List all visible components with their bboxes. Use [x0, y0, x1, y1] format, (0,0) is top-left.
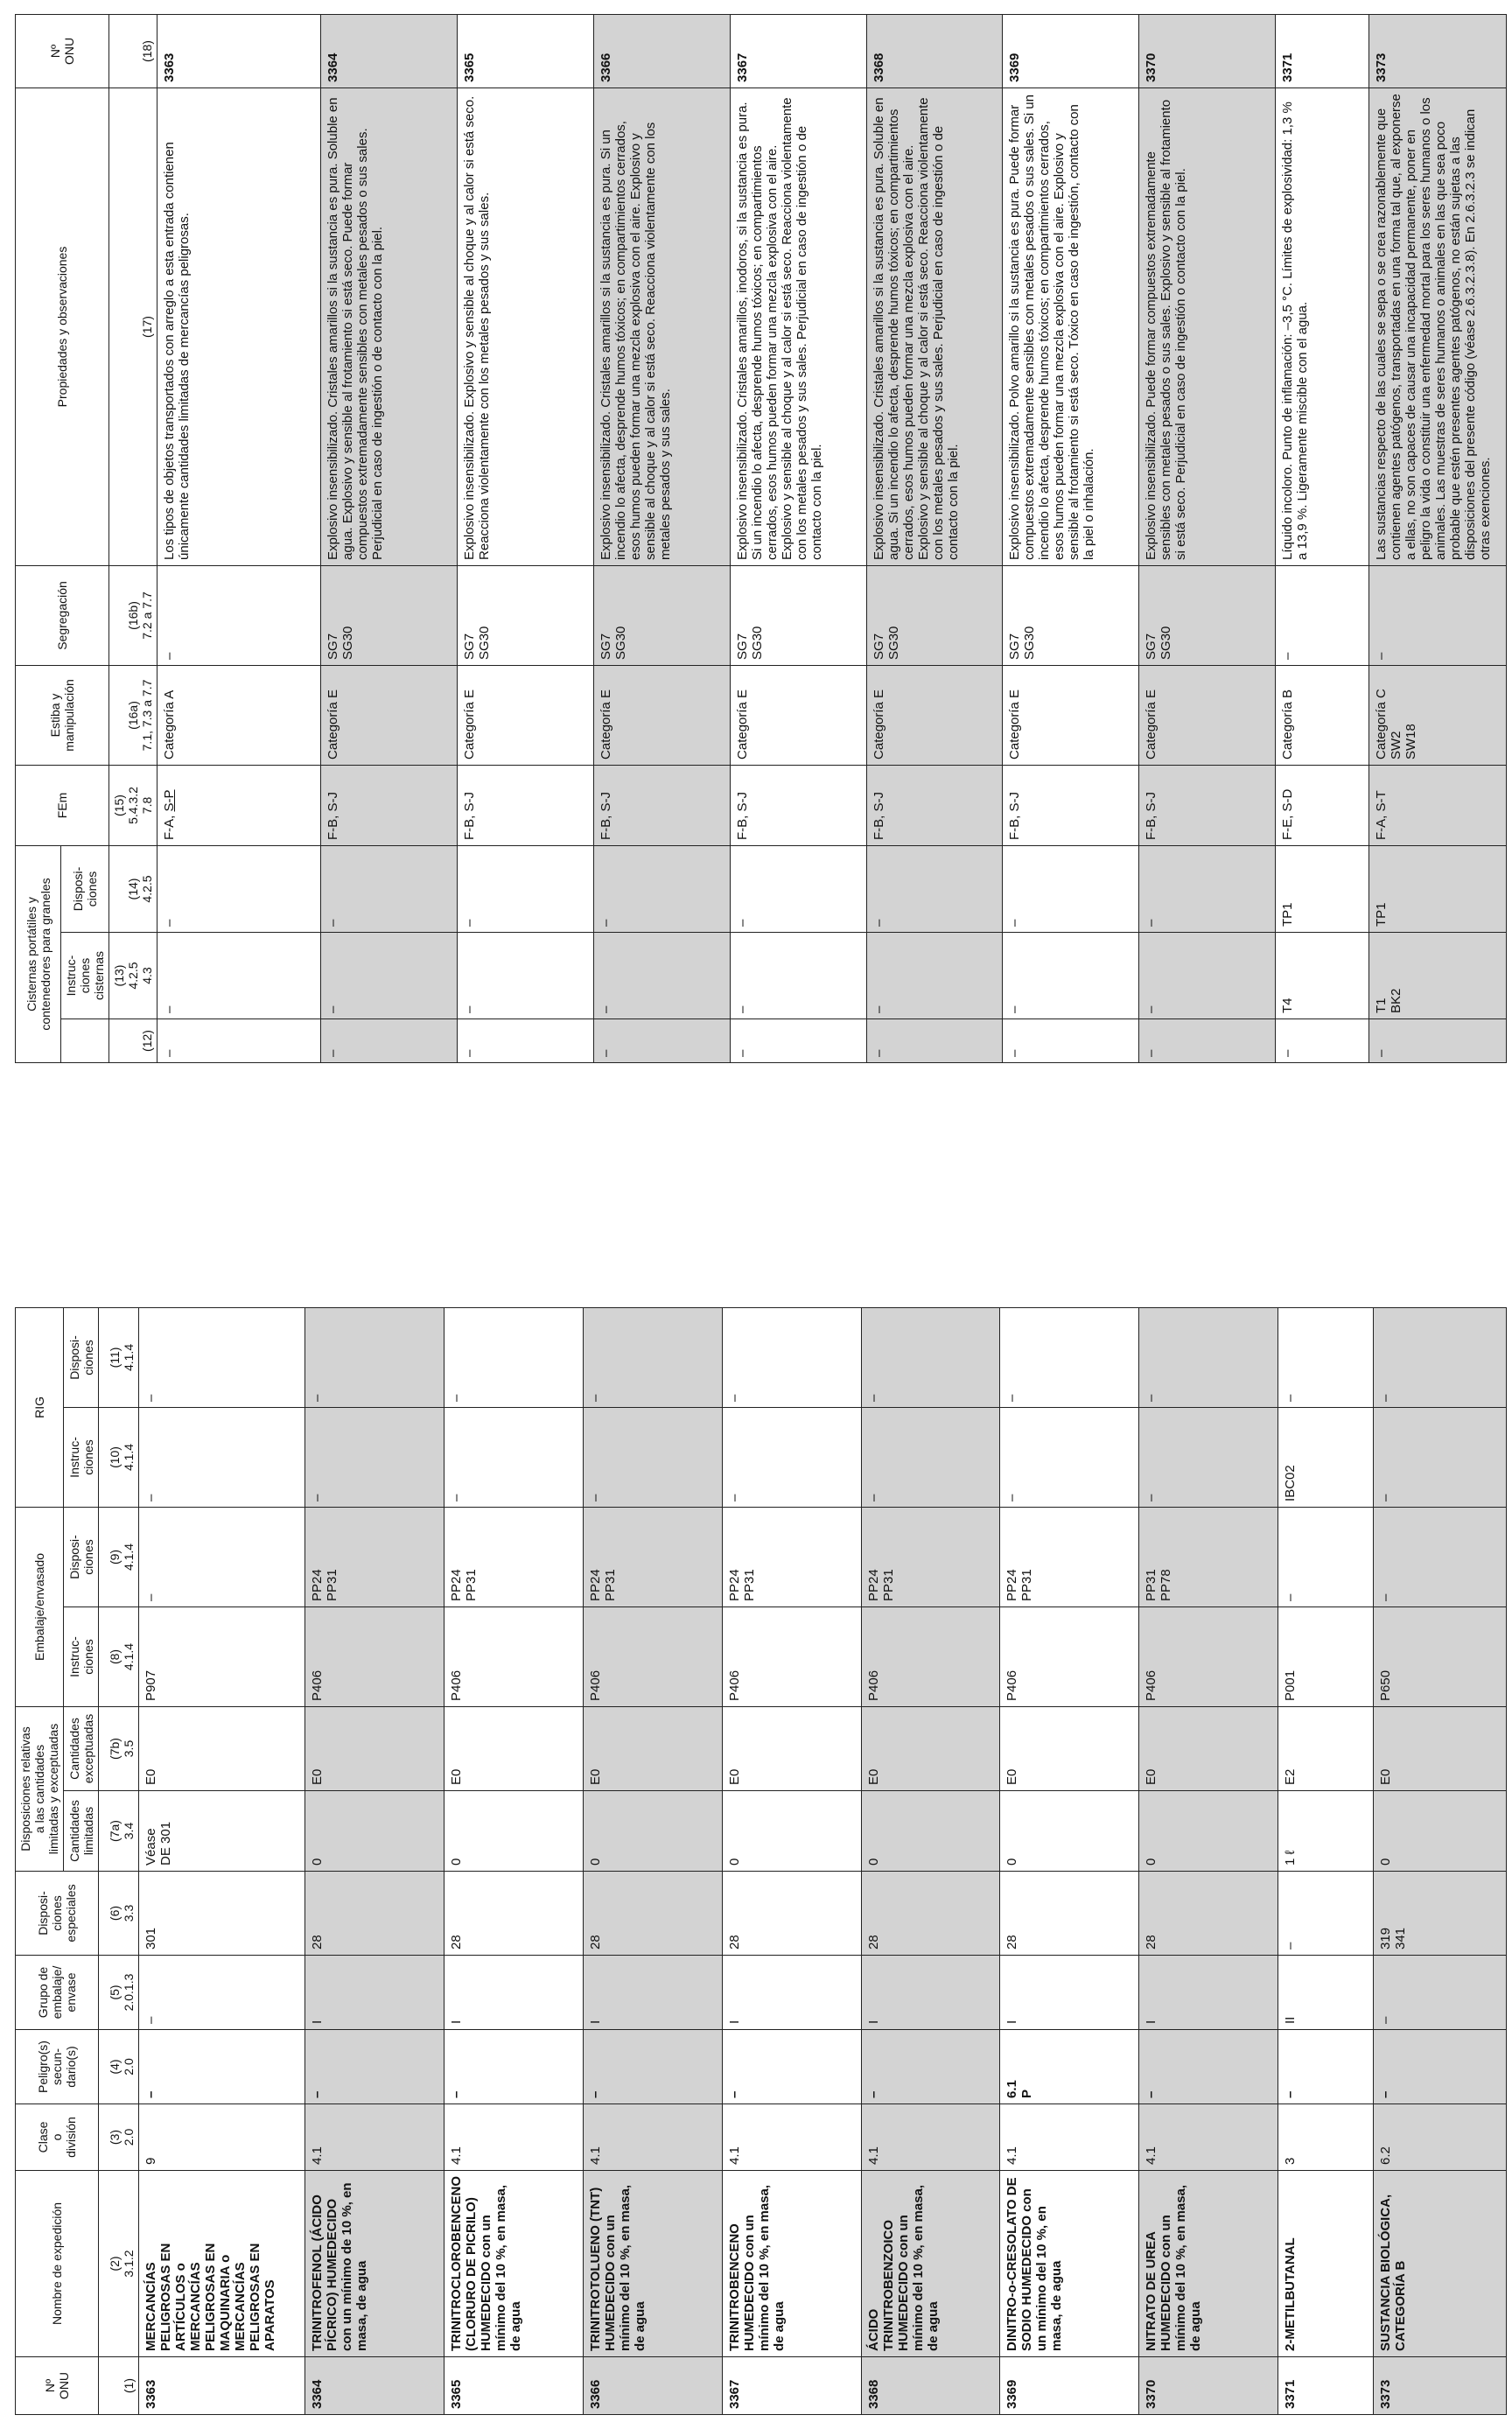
- excepted-quantity-cell: E0: [1373, 1706, 1506, 1790]
- ems-code: F-B, S-J: [461, 791, 477, 840]
- colnum-18: (18): [109, 14, 158, 88]
- packing-provisions-cell: –: [1373, 1507, 1506, 1606]
- header-ems: FEm: [16, 765, 109, 845]
- colnum-6: (6) 3.3: [99, 1872, 139, 1956]
- tank-provisions-cell: –: [730, 845, 866, 932]
- packing-provisions-cell: PP31 PP78: [1139, 1507, 1278, 1606]
- shipping-name-cell: MERCANCÍAS PELIGROSAS EN ARTÍCULOS o MERCANCÍAS PELIGROSAS EN MAQUINARIA o MERCANCÍAS PELIGROSAS EN APARATOS: [139, 2171, 305, 2357]
- table-row: [730, 14, 866, 1062]
- header-subsidiary-hazard: Peligro(s) secun- dario(s): [16, 2030, 99, 2104]
- packing-instruction-cell: P001: [1278, 1606, 1373, 1706]
- colnum-11: (11) 4.1.4: [99, 1307, 139, 1407]
- subsidiary-hazard-cell: –: [1373, 2030, 1506, 2104]
- limited-quantity-cell: 0: [305, 1791, 444, 1872]
- stowage-cell: Categoría E: [1003, 665, 1139, 765]
- packing-provisions-cell: PP24 PP31: [444, 1507, 584, 1606]
- special-provisions-cell: 301: [139, 1872, 305, 1956]
- ems-cell: [593, 765, 730, 845]
- header-limited-excepted: Disposiciones relativas a las cantidades limitadas y exceptuadas: [16, 1706, 64, 1871]
- portable-tank-cell: –: [457, 1019, 593, 1063]
- colnum-10: (10) 4.1.4: [99, 1407, 139, 1507]
- segregation-cell: SG7 SG30: [593, 565, 730, 665]
- ibc-instruction-cell: –: [139, 1407, 305, 1507]
- colnum-4: (4) 2.0: [99, 2030, 139, 2104]
- ibc-instruction-cell: IBC02: [1278, 1407, 1373, 1507]
- ibc-instruction-cell: –: [1373, 1407, 1506, 1507]
- packing-instruction-cell: P650: [1373, 1606, 1506, 1706]
- ibc-instruction-cell: –: [1000, 1407, 1139, 1507]
- ems-code: F-B, S-J: [734, 791, 750, 840]
- subsidiary-hazard-cell: –: [139, 2030, 305, 2104]
- segregation-cell: –: [1369, 565, 1507, 665]
- packing-instruction-cell: P406: [305, 1606, 444, 1706]
- tank-provisions-cell: –: [320, 845, 457, 932]
- table-row: [1276, 14, 1369, 1062]
- shipping-name-cell: TRINITROFENOL (ÁCIDO PÍCRICO) HUMEDECIDO con un mínimo de 10 %, en masa, de agua: [305, 2171, 444, 2357]
- colnum-5: (5) 2.0.1.3: [99, 1956, 139, 2030]
- packing-group-cell: I: [861, 1956, 1000, 2030]
- header-pack-provisions: Disposi- ciones: [64, 1507, 99, 1606]
- header-blank-12: [61, 1019, 109, 1063]
- segregation-cell: SG7 SG30: [866, 565, 1003, 665]
- subsidiary-hazard-cell: –: [444, 2030, 584, 2104]
- class-cell: 4.1: [444, 2104, 584, 2171]
- ibc-provisions-cell: –: [1373, 1307, 1506, 1407]
- table-row: [583, 1307, 722, 2414]
- subsidiary-hazard-cell: –: [1139, 2030, 1278, 2104]
- packing-instruction-cell: P406: [1000, 1606, 1139, 1706]
- class-cell: 3: [1278, 2104, 1373, 2171]
- header-portable-tanks: Cisternas portátiles y contenedores para graneles: [16, 845, 61, 1062]
- special-provisions-cell: 28: [722, 1872, 861, 1956]
- table-row: [866, 14, 1003, 1062]
- table-row: [1369, 14, 1507, 1062]
- tank-provisions-cell: –: [457, 845, 593, 932]
- tank-provisions-cell: –: [1139, 845, 1276, 932]
- shipping-name-cell: NITRATO DE UREA HUMEDECIDO con un mínimo del 10 %, en masa, de agua: [1139, 2171, 1278, 2357]
- tank-provisions-cell: TP1: [1369, 845, 1507, 932]
- special-provisions-cell: –: [1278, 1872, 1373, 1956]
- tank-provisions-cell: –: [866, 845, 1003, 932]
- header-limited: Cantidades limitadas: [64, 1791, 99, 1872]
- class-cell: 4.1: [1139, 2104, 1278, 2171]
- un-number-cell: 3369: [1003, 14, 1139, 88]
- header-un-number: Nº ONU: [16, 2357, 99, 2415]
- shipping-name-cell: ÁCIDO TRINITROBENZOICO HUMEDECIDO con un mínimo del 10 %, en masa, de agua: [861, 2171, 1000, 2357]
- header-class: Clase o división: [16, 2104, 99, 2171]
- ibc-provisions-cell: –: [1139, 1307, 1278, 1407]
- shipping-name-cell: TRINITROTOLUENO (TNT) HUMEDECIDO con un mínimo del 10 %, en masa, de agua: [583, 2171, 722, 2357]
- class-cell: 4.1: [1000, 2104, 1139, 2171]
- special-provisions-cell: 319 341: [1373, 1872, 1506, 1956]
- excepted-quantity-cell: E0: [1139, 1706, 1278, 1790]
- packing-provisions-cell: PP24 PP31: [722, 1507, 861, 1606]
- header-tank-provisions: Disposi- ciones: [61, 845, 109, 932]
- packing-instruction-cell: P406: [1139, 1606, 1278, 1706]
- header-ibc-provisions: Disposi- ciones: [64, 1307, 99, 1407]
- stowage-cell: Categoría C SW2 SW18: [1369, 665, 1507, 765]
- colnum-12: (12): [109, 1019, 158, 1063]
- ibc-provisions-cell: –: [444, 1307, 584, 1407]
- colnum-14: (14) 4.2.5: [109, 845, 158, 932]
- ems-code: F-B, S-J: [1144, 791, 1159, 840]
- packing-provisions-cell: PP24 PP31: [583, 1507, 722, 1606]
- ems-cell: [1003, 765, 1139, 845]
- shipping-name-cell: DINITRO-o-CRESOLATO DE SODIO HUMEDECIDO con un mínimo del 10 %, en masa, de agua: [1000, 2171, 1139, 2357]
- packing-group-cell: I: [305, 1956, 444, 2030]
- packing-group-cell: II: [1278, 1956, 1373, 2030]
- header-special-provisions: Disposi- ciones especiales: [16, 1872, 99, 1956]
- colnum-16b: (16b) 7.2 a 7.7: [109, 565, 158, 665]
- un-number-cell: 3366: [583, 2357, 722, 2415]
- ibc-instruction-cell: –: [444, 1407, 584, 1507]
- header-pack-instructions: Instruc- ciones: [64, 1606, 99, 1706]
- packing-group-cell: I: [1000, 1956, 1139, 2030]
- table-row: [305, 1307, 444, 2414]
- subsidiary-hazard-cell: –: [722, 2030, 861, 2104]
- table-row: [139, 1307, 305, 2414]
- subsidiary-hazard-cell: –: [861, 2030, 1000, 2104]
- ibc-provisions-cell: –: [1000, 1307, 1139, 1407]
- portable-tank-cell: –: [320, 1019, 457, 1063]
- un-number-cell: 3363: [158, 14, 321, 88]
- properties-cell: Explosivo insensibilizado. Puede formar compuestos extremadamente sensibles con metales pesados o sus sales. Explosivo y sensible al frotamiento si está seco. Perjudicial en caso de ingestión o contacto con la piel.: [1139, 88, 1276, 565]
- ibc-provisions-cell: –: [139, 1307, 305, 1407]
- excepted-quantity-cell: E0: [583, 1706, 722, 1790]
- portable-tank-cell: –: [1003, 1019, 1139, 1063]
- ems-code: F-B, S-J: [871, 791, 886, 840]
- subsidiary-hazard-cell: –: [1278, 2030, 1373, 2104]
- tank-instruction-cell: –: [593, 933, 730, 1019]
- header-packaging: Embalaje/envasado: [16, 1507, 64, 1706]
- header-tank-instructions: Instruc- ciones cisternas: [61, 933, 109, 1019]
- portable-tank-cell: –: [1369, 1019, 1507, 1063]
- tank-instruction-cell: –: [1003, 933, 1139, 1019]
- stowage-cell: Categoría E: [457, 665, 593, 765]
- ibc-instruction-cell: –: [305, 1407, 444, 1507]
- un-number-cell: 3371: [1278, 2357, 1373, 2415]
- colnum-2: (2) 3.1.2: [99, 2171, 139, 2357]
- limited-quantity-cell: 0: [444, 1791, 584, 1872]
- segregation-cell: SG7 SG30: [1003, 565, 1139, 665]
- portable-tank-cell: –: [1139, 1019, 1276, 1063]
- packing-provisions-cell: –: [1278, 1507, 1373, 1606]
- packing-provisions-cell: –: [139, 1507, 305, 1606]
- packing-instruction-cell: P406: [722, 1606, 861, 1706]
- segregation-cell: SG7 SG30: [320, 565, 457, 665]
- special-provisions-cell: 28: [1139, 1872, 1278, 1956]
- class-cell: 6.2: [1373, 2104, 1506, 2171]
- ems-code: F-B, S-J: [325, 791, 340, 840]
- tank-provisions-cell: TP1: [1276, 845, 1369, 932]
- ibc-instruction-cell: –: [583, 1407, 722, 1507]
- colnum-7b: (7b) 3.5: [99, 1706, 139, 1790]
- properties-cell: Los tipos de objetos transportados con arreglo a esta entrada contienen únicamente cantidades limitadas de mercancías peligrosas.: [158, 88, 321, 565]
- ems-cell: [730, 765, 866, 845]
- limited-quantity-cell: 1 ℓ: [1278, 1791, 1373, 1872]
- colnum-13: (13) 4.2.5 4.3: [109, 933, 158, 1019]
- properties-cell: Explosivo insensibilizado. Cristales amarillos, inodoros, si la sustancia es pura. Si un incendio lo afecta, desprende humos tóxicos; en compartimientos cerrados, esos humos pueden formar una mezcla explosiva con el aire. Explosivo y sensible al choque y al calor si está seco. Reacciona violentamente con los metales pesados y sus sales. Perjudicial en caso de ingestión o de contacto con la piel.: [730, 88, 866, 565]
- segregation-cell: SG7 SG30: [1139, 565, 1276, 665]
- un-number-cell: 3367: [722, 2357, 861, 2415]
- ems-cell: [320, 765, 457, 845]
- properties-cell: Explosivo insensibilizado. Cristales amarillos si la sustancia es pura. Soluble en agua. Si un incendio lo afecta, desprende humos tóxicos; en compartimientos cerrados, esos humos pueden formar una mezcla explosiva con el aire. Explosivo y sensible al choque y al calor si está seco. Reacciona violentamente con los metales pesados y sus sales. Perjudicial en caso de ingestión o de contacto con la piel.: [866, 88, 1003, 565]
- un-number-cell: 3363: [139, 2357, 305, 2415]
- ems-code: F-B, S-J: [1007, 791, 1023, 840]
- table-row: [593, 14, 730, 1062]
- un-number-cell: 3365: [457, 14, 593, 88]
- ems-code-underlined: S-P: [162, 789, 177, 812]
- packing-group-cell: –: [139, 1956, 305, 2030]
- packing-provisions-cell: PP24 PP31: [1000, 1507, 1139, 1606]
- properties-cell: Explosivo insensibilizado. Explosivo y sensible al choque y al calor si está seco. Reacciona violentamente con los metales pesados y sus sales.: [457, 88, 593, 565]
- special-provisions-cell: 28: [305, 1872, 444, 1956]
- segregation-cell: SG7 SG30: [730, 565, 866, 665]
- segregation-cell: SG7 SG30: [457, 565, 593, 665]
- table-row: [1373, 1307, 1506, 2414]
- excepted-quantity-cell: E2: [1278, 1706, 1373, 1790]
- ibc-provisions-cell: –: [583, 1307, 722, 1407]
- un-number-cell: 3373: [1369, 14, 1507, 88]
- stowage-cell: Categoría E: [866, 665, 1003, 765]
- stowage-cell: Categoría E: [320, 665, 457, 765]
- tank-instruction-cell: –: [866, 933, 1003, 1019]
- table-row: [861, 1307, 1000, 2414]
- table-row: [1278, 1307, 1373, 2414]
- class-cell: 4.1: [861, 2104, 1000, 2171]
- table-row: [320, 14, 457, 1062]
- excepted-quantity-cell: E0: [444, 1706, 584, 1790]
- portable-tank-cell: –: [1276, 1019, 1369, 1063]
- ibc-instruction-cell: –: [1139, 1407, 1278, 1507]
- header-properties: Propiedades y observaciones: [16, 88, 109, 565]
- table-row: [1139, 1307, 1278, 2414]
- colnum-16a: (16a) 7.1, 7.3 a 7.7: [109, 665, 158, 765]
- un-number-cell: 3367: [730, 14, 866, 88]
- un-number-cell: 3366: [593, 14, 730, 88]
- shipping-name-cell: 2-METILBUTANAL: [1278, 2171, 1373, 2357]
- limited-quantity-cell: 0: [1000, 1791, 1139, 1872]
- packing-instruction-cell: P406: [583, 1606, 722, 1706]
- ems-code: F-E, S-D: [1280, 788, 1296, 840]
- shipping-name-cell: TRINITROBENCENO HUMEDECIDO con un mínimo del 10 %, en masa, de agua: [722, 2171, 861, 2357]
- segregation-cell: –: [1276, 565, 1369, 665]
- excepted-quantity-cell: E0: [722, 1706, 861, 1790]
- table-row: [1000, 1307, 1139, 2414]
- subsidiary-hazard-cell: 6.1 P: [1000, 2030, 1139, 2104]
- shipping-name-cell: TRINITROCLOROBENCENO (CLORURO DE PICRILO) HUMEDECIDO con un mínimo del 10 %, en masa, de agua: [444, 2171, 584, 2357]
- un-number-cell: 3373: [1373, 2357, 1506, 2415]
- properties-cell: Explosivo insensibilizado. Cristales amarillos si la sustancia es pura. Soluble en agua. Explosivo y sensible al frotamiento si está seco. Puede formar compuestos extremadamente sensibles con metales pesados o sus sales. Perjudicial en caso de ingestión o de contacto con la piel.: [320, 88, 457, 565]
- excepted-quantity-cell: E0: [1000, 1706, 1139, 1790]
- shipping-name-cell: SUSTANCIA BIOLÓGICA, CATEGORÍA B: [1373, 2171, 1506, 2357]
- stowage-cell: Categoría A: [158, 665, 321, 765]
- limited-quantity-cell: 0: [1139, 1791, 1278, 1872]
- portable-tank-cell: –: [158, 1019, 321, 1063]
- ibc-provisions-cell: –: [861, 1307, 1000, 1407]
- colnum-15: (15) 5.4.3.2 7.8: [109, 765, 158, 845]
- stowage-cell: Categoría E: [730, 665, 866, 765]
- un-number-cell: 3364: [320, 14, 457, 88]
- un-number-cell: 3370: [1139, 2357, 1278, 2415]
- tank-instruction-cell: –: [730, 933, 866, 1019]
- excepted-quantity-cell: E0: [861, 1706, 1000, 1790]
- colnum-8: (8) 4.1.4: [99, 1606, 139, 1706]
- stowage-cell: Categoría E: [1139, 665, 1276, 765]
- ibc-provisions-cell: –: [305, 1307, 444, 1407]
- ibc-instruction-cell: –: [861, 1407, 1000, 1507]
- table-row: [444, 1307, 584, 2414]
- tank-provisions-cell: –: [593, 845, 730, 932]
- header-segregation: Segregación: [16, 565, 109, 665]
- packing-group-cell: –: [1373, 1956, 1506, 2030]
- packing-instruction-cell: P406: [444, 1606, 584, 1706]
- ibc-provisions-cell: –: [1278, 1307, 1373, 1407]
- packing-instruction-cell: P406: [861, 1606, 1000, 1706]
- un-number-cell: 3368: [866, 14, 1003, 88]
- table-row: [1003, 14, 1139, 1062]
- stowage-cell: Categoría B: [1276, 665, 1369, 765]
- colnum-17: (17): [109, 88, 158, 565]
- table-part-1: [15, 1308, 1507, 2415]
- colnum-7a: (7a) 3.4: [99, 1791, 139, 1872]
- class-cell: 4.1: [722, 2104, 861, 2171]
- un-number-cell: 3364: [305, 2357, 444, 2415]
- table-row: [158, 14, 321, 1062]
- portable-tank-cell: –: [730, 1019, 866, 1063]
- properties-cell: Las sustancias respecto de las cuales se sepa o se crea razonablemente que contienen agentes patógenos, transportadas en una forma tal que, al exponerse a ellas, no son capaces de causar una incapacidad permanente, poner en peligro la vida o constituir una enfermedad mortal para los seres humanos o los animales. Las muestras de seres humanos o animales en las que sea poco probable que estén presentes agentes patógenos, no están sujetas a las disposiciones del presente código (véase 2.6.3.2.3.8). En 2.6.3.2.3 se indican otras exenciones.: [1369, 88, 1507, 565]
- tank-instruction-cell: –: [457, 933, 593, 1019]
- ems-cell: [1139, 765, 1276, 845]
- special-provisions-cell: 28: [583, 1872, 722, 1956]
- tank-instruction-cell: T1 BK2: [1369, 933, 1507, 1019]
- limited-quantity-cell: 0: [722, 1791, 861, 1872]
- subsidiary-hazard-cell: –: [583, 2030, 722, 2104]
- colnum-3: (3) 2.0: [99, 2104, 139, 2171]
- packing-provisions-cell: PP24 PP31: [861, 1507, 1000, 1606]
- un-number-cell: 3369: [1000, 2357, 1139, 2415]
- properties-cell: Explosivo insensibilizado. Cristales amarillos si la sustancia es pura. Si un incendio lo afecta, desprende humos tóxicos; en compartimientos cerrados, esos humos pueden formar una mezcla explosiva con el aire. Explosivo y sensible al choque y al calor si está seco. Reacciona violentamente con los metales pesados y sus sales.: [593, 88, 730, 565]
- special-provisions-cell: 28: [1000, 1872, 1139, 1956]
- header-un-number-right: Nº ONU: [16, 14, 109, 88]
- header-ibc: RIG: [16, 1307, 64, 1507]
- ems-cell: [1369, 765, 1507, 845]
- portable-tank-cell: –: [866, 1019, 1003, 1063]
- properties-cell: Líquido incoloro. Punto de inflamación: –3,5 °C. Límites de explosividad: 1,3 % a 13,9 %. Ligeramente miscible con el agua.: [1276, 88, 1369, 565]
- packing-group-cell: I: [444, 1956, 584, 2030]
- packing-group-cell: I: [722, 1956, 861, 2030]
- limited-quantity-cell: 0: [583, 1791, 722, 1872]
- tank-instruction-cell: –: [158, 933, 321, 1019]
- packing-group-cell: I: [1139, 1956, 1278, 2030]
- limited-quantity-cell: 0: [861, 1791, 1000, 1872]
- ibc-instruction-cell: –: [722, 1407, 861, 1507]
- segregation-cell: –: [158, 565, 321, 665]
- tank-provisions-cell: –: [1003, 845, 1139, 932]
- table-row: [457, 14, 593, 1062]
- tank-instruction-cell: –: [1139, 933, 1276, 1019]
- table-row: [1139, 14, 1276, 1062]
- table-row: [722, 1307, 861, 2414]
- ems-cell: [866, 765, 1003, 845]
- un-number-cell: 3368: [861, 2357, 1000, 2415]
- special-provisions-cell: 28: [861, 1872, 1000, 1956]
- portable-tank-cell: –: [593, 1019, 730, 1063]
- tank-instruction-cell: T4: [1276, 933, 1369, 1019]
- tank-provisions-cell: –: [158, 845, 321, 932]
- class-cell: 4.1: [305, 2104, 444, 2171]
- ems-code: F-B, S-J: [598, 791, 613, 840]
- special-provisions-cell: 28: [444, 1872, 584, 1956]
- ibc-provisions-cell: –: [722, 1307, 861, 1407]
- ems-cell: [457, 765, 593, 845]
- packing-provisions-cell: PP24 PP31: [305, 1507, 444, 1606]
- header-stowage: Estiba y manipulación: [16, 665, 109, 765]
- limited-quantity-cell: 0: [1373, 1791, 1506, 1872]
- tank-instruction-cell: –: [320, 933, 457, 1019]
- stowage-cell: Categoría E: [593, 665, 730, 765]
- excepted-quantity-cell: E0: [139, 1706, 305, 1790]
- header-shipping-name: Nombre de expedición: [16, 2171, 99, 2357]
- ems-code: F-A, S-T: [1374, 790, 1389, 840]
- dangerous-goods-table-part-1: [15, 1307, 1507, 2415]
- ems-code: F-A,: [162, 811, 177, 840]
- un-number-cell: 3371: [1276, 14, 1369, 88]
- header-ibc-instructions: Instruc- ciones: [64, 1407, 99, 1507]
- header-packing-group: Grupo de embalaje/ envase: [16, 1956, 99, 2030]
- colnum-9: (9) 4.1.4: [99, 1507, 139, 1606]
- un-number-cell: 3370: [1139, 14, 1276, 88]
- colnum-1: (1): [99, 2357, 139, 2415]
- packing-group-cell: I: [583, 1956, 722, 2030]
- packing-instruction-cell: P907: [139, 1606, 305, 1706]
- excepted-quantity-cell: E0: [305, 1706, 444, 1790]
- class-cell: 4.1: [583, 2104, 722, 2171]
- ems-cell: [1276, 765, 1369, 845]
- table-part-2: [15, 15, 1507, 1063]
- un-number-cell: 3365: [444, 2357, 584, 2415]
- properties-cell: Explosivo insensibilizado. Polvo amarillo si la sustancia es pura. Puede formar compuestos extremadamente sensibles con metales pesados o sus sales. Si un incendio lo afecta, desprende humos tóxicos; en compartimientos cerrados, esos humos pueden formar una mezcla explosiva con el aire. Explosivo y sensible al frotamiento si está seco. Tóxico en caso de ingestión, contacto con la piel o inhalación.: [1003, 88, 1139, 565]
- class-cell: 9: [139, 2104, 305, 2171]
- limited-quantity-cell: Véase DE 301: [139, 1791, 305, 1872]
- header-excepted: Cantidades exceptuadas: [64, 1706, 99, 1790]
- dangerous-goods-table-part-2: [15, 14, 1507, 1063]
- ems-cell: [158, 765, 321, 845]
- subsidiary-hazard-cell: –: [305, 2030, 444, 2104]
